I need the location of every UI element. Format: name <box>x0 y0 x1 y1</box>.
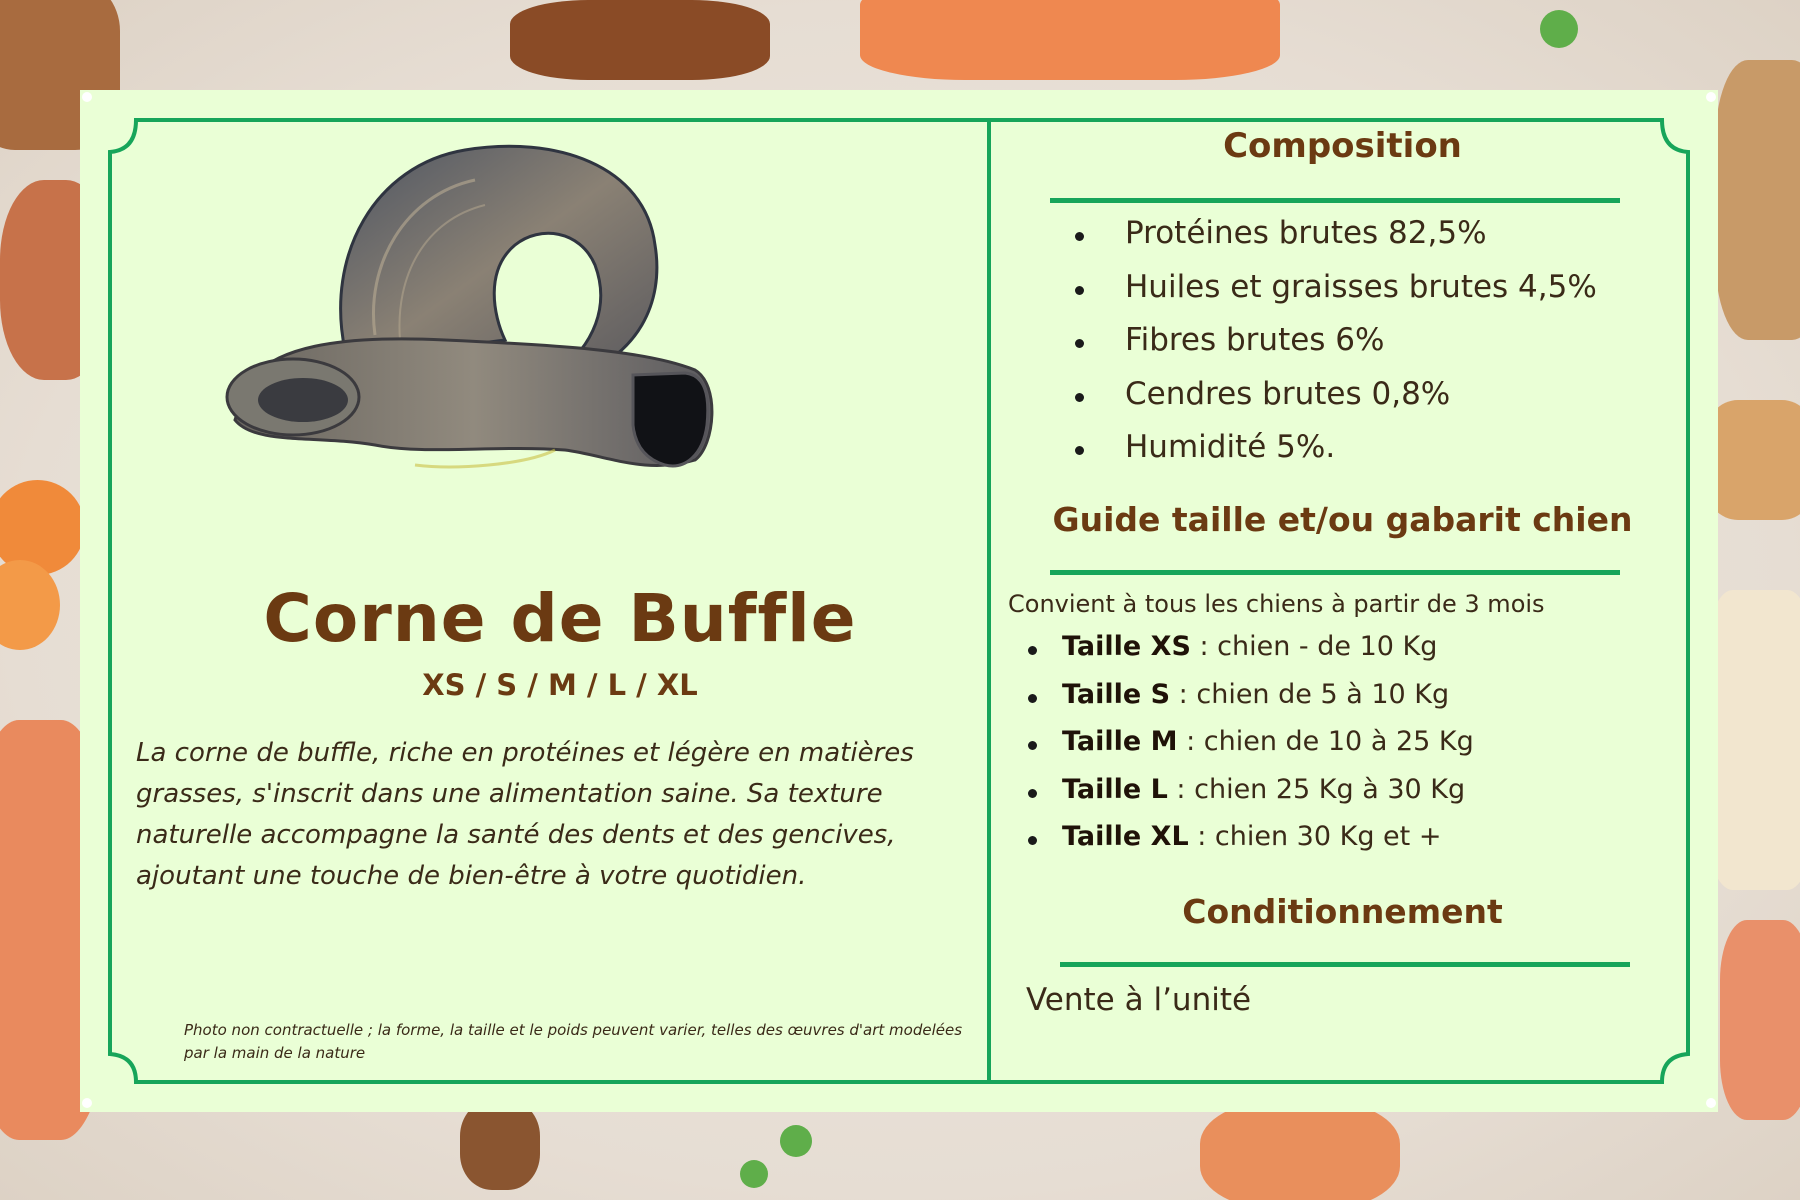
size-guide-item <box>1028 679 1474 727</box>
size-guide-list <box>1028 631 1474 869</box>
composition-rule <box>1050 198 1620 203</box>
product-card <box>80 90 1718 1112</box>
product-title: Corne de Buffle <box>263 580 857 657</box>
product-description: La corne de buffle, riche en protéines et légère en matières grasses, s'inscrit dans une alimentation saine. Sa texture naturelle accompagne la santé des dents et des gencives, ajoutant une touche de bien-être à votre quotidien. <box>136 738 914 891</box>
size-guide-rule <box>1050 570 1620 575</box>
size-description: : chien 30 Kg et + <box>1188 821 1442 852</box>
size-guide-intro: Convient à tous les chiens à partir de 3 mois <box>1008 590 1545 618</box>
size-label: Taille S <box>1062 678 1171 710</box>
composition-heading: Composition <box>1223 126 1462 166</box>
packaging-value: Vente à l’unité <box>1026 982 1252 1018</box>
corner-rivet <box>1706 92 1716 102</box>
photo-disclaimer: Photo non contractuelle ; la forme, la taille et le poids peuvent varier, telles des œuvres d'art modelées par la main de la nature <box>184 1021 963 1062</box>
composition-item: Fibres brutes 6% <box>1085 322 1597 376</box>
size-label: Taille L <box>1062 773 1168 805</box>
composition-item: Huiles et graisses brutes 4,5% <box>1085 269 1597 323</box>
composition-item: Humidité 5%. <box>1085 429 1597 483</box>
size-description: : chien de 5 à 10 Kg <box>1170 678 1450 710</box>
size-description: : chien 25 Kg à 30 Kg <box>1167 773 1466 805</box>
size-description: : chien de 10 à 25 Kg <box>1177 726 1474 757</box>
size-label: Taille M <box>1062 726 1178 757</box>
size-description: : chien - de 10 Kg <box>1190 631 1438 662</box>
size-label: Taille XL <box>1062 821 1189 852</box>
buffalo-horn-photo <box>225 125 785 525</box>
packaging-heading: Conditionnement <box>1182 892 1503 931</box>
available-sizes: XS / S / M / L / XL <box>422 668 698 702</box>
column-divider <box>987 120 991 1080</box>
size-guide-item <box>1028 631 1474 679</box>
composition-list <box>1085 215 1597 483</box>
corner-rivet <box>82 1098 92 1108</box>
size-guide-item <box>1028 821 1474 869</box>
corner-rivet <box>1706 1098 1716 1108</box>
packaging-rule <box>1060 962 1630 967</box>
corner-rivet <box>82 92 92 102</box>
composition-item: Cendres brutes 0,8% <box>1085 376 1597 430</box>
size-guide-heading: Guide taille et/ou gabarit chien <box>1052 500 1633 539</box>
size-guide-item <box>1028 774 1474 822</box>
composition-item: Protéines brutes 82,5% <box>1085 215 1597 269</box>
size-label: Taille XS <box>1062 631 1191 662</box>
size-guide-item <box>1028 726 1474 774</box>
